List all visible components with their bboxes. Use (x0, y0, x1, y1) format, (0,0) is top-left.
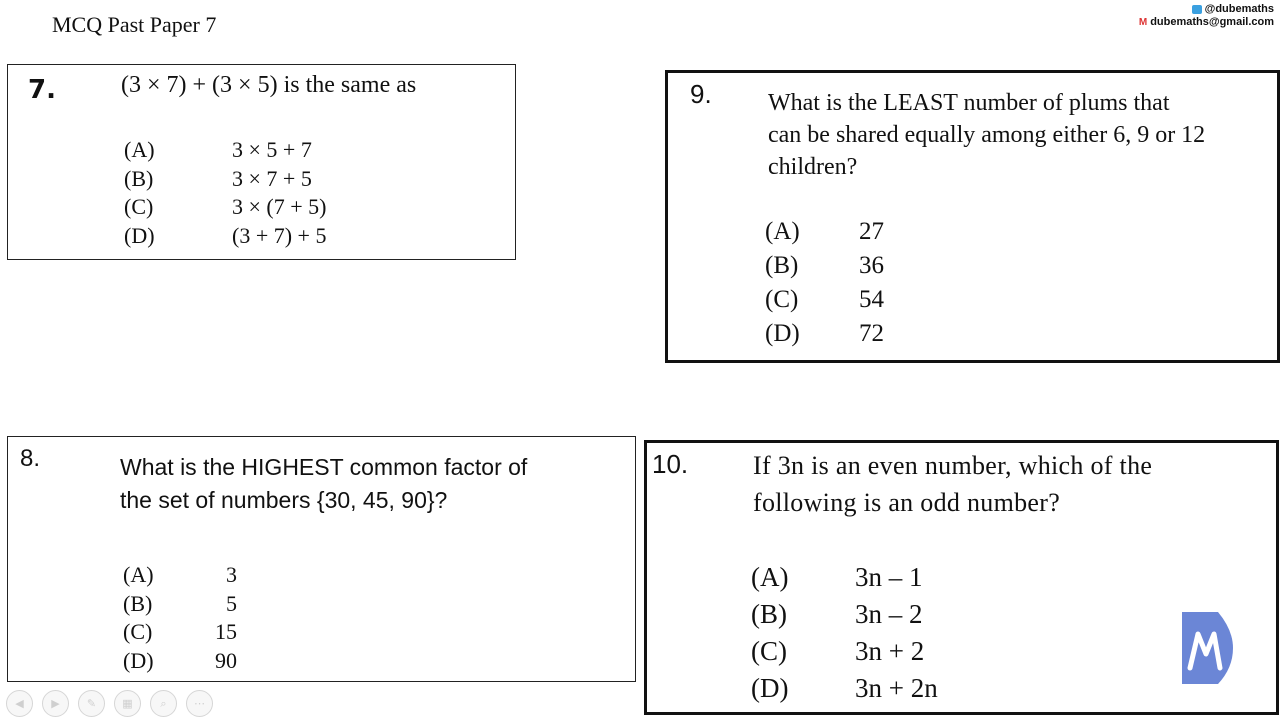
social-links (1137, 3, 1274, 29)
question-line: What is the HIGHEST common factor of (120, 454, 528, 480)
twitter-handle: @dubemaths (1204, 3, 1274, 15)
option-a (124, 136, 326, 165)
question-8-box (7, 436, 636, 682)
options-list (124, 136, 326, 250)
option-label: (B) (123, 590, 153, 616)
option-label: (C) (751, 636, 787, 666)
option-label: (A) (123, 562, 154, 587)
question-line: If 3n is an even number, which of the (753, 451, 1153, 480)
arrow-left-icon: ◀ (15, 697, 24, 710)
options-list (123, 561, 237, 675)
option-c (765, 283, 884, 317)
grid-icon: ▦ (122, 697, 133, 710)
option-value: 3 × (7 + 5) (232, 194, 327, 219)
option-value: 90 (215, 647, 237, 673)
option-label: (A) (124, 137, 155, 162)
option-label: (C) (124, 194, 154, 219)
question-7-box (7, 64, 516, 260)
question-text (768, 87, 1268, 183)
arrow-right-icon: ▶ (51, 697, 60, 710)
option-label: (B) (124, 165, 154, 191)
ellipsis-icon: ⋯ (194, 697, 205, 710)
question-number: 7. (28, 75, 56, 105)
more-button[interactable] (186, 690, 213, 717)
option-a (765, 215, 884, 249)
option-d (123, 647, 237, 676)
option-b (123, 590, 237, 619)
option-label: (A) (765, 218, 800, 245)
twitter-handle-row (1137, 3, 1274, 16)
zoom-button[interactable] (150, 690, 177, 717)
question-line: the set of numbers {30, 45, 90}? (120, 487, 448, 513)
option-value: 3n – 2 (855, 599, 923, 629)
question-line: What is the LEAST number of plums that (768, 90, 1170, 116)
option-label: (D) (765, 320, 800, 347)
options-list (765, 215, 884, 351)
option-b (751, 596, 938, 633)
option-value: 3 × 5 + 7 (232, 137, 312, 162)
option-value: 54 (859, 286, 884, 313)
option-label: (A) (751, 562, 789, 592)
slides-button[interactable] (114, 690, 141, 717)
option-value: 3n – 1 (855, 562, 923, 592)
question-text: (3 × 7) + (3 × 5) is the same as (121, 72, 417, 98)
question-line: children? (768, 154, 858, 180)
option-a (751, 559, 938, 596)
option-b (124, 165, 326, 194)
question-number: 8. (20, 445, 41, 472)
option-a (123, 561, 237, 590)
question-9-box (665, 70, 1280, 363)
question-text (120, 451, 527, 517)
options-list (751, 559, 938, 707)
option-value: 15 (215, 619, 237, 644)
next-slide-button[interactable] (42, 690, 69, 717)
option-c (751, 633, 938, 670)
question-number: 10. (652, 449, 689, 479)
option-label: (D) (123, 647, 154, 673)
option-d (765, 317, 884, 351)
twitter-icon (1192, 5, 1202, 14)
option-label: (B) (751, 599, 787, 629)
question-line: can be shared equally among either 6, 9 or 12 (768, 122, 1206, 148)
option-label: (C) (765, 286, 799, 313)
question-number: 9. (690, 79, 712, 109)
option-label: (D) (751, 673, 789, 703)
option-value: 27 (859, 218, 884, 245)
option-value: 72 (859, 320, 884, 347)
page-title: MCQ Past Paper 7 (52, 12, 217, 37)
pen-button[interactable] (78, 690, 105, 717)
email-address: dubemaths@gmail.com (1150, 16, 1274, 28)
option-d (124, 222, 326, 251)
option-value: 3n + 2n (855, 673, 938, 703)
option-label: (D) (124, 222, 155, 248)
option-c (123, 618, 237, 647)
previous-slide-button[interactable] (6, 690, 33, 717)
option-d (751, 670, 938, 707)
option-c (124, 193, 326, 222)
slideshow-toolbar (6, 690, 213, 717)
option-value: 3n + 2 (855, 636, 925, 666)
email-row (1137, 16, 1274, 29)
option-value: 36 (859, 252, 884, 279)
pen-icon: ✎ (86, 697, 97, 710)
magnifier-icon: ⌕ (160, 696, 167, 710)
dubemaths-logo (1178, 608, 1233, 686)
option-value: 3 × 7 + 5 (232, 165, 312, 191)
option-value: 3 (226, 562, 237, 587)
option-label: (C) (123, 619, 153, 644)
option-value: 5 (226, 590, 237, 616)
option-b (765, 249, 884, 283)
option-value: (3 + 7) + 5 (232, 222, 327, 248)
gmail-icon: M (1138, 17, 1148, 28)
question-text (753, 447, 1273, 521)
question-line: following is an odd number? (753, 488, 1061, 517)
option-label: (B) (765, 252, 799, 279)
